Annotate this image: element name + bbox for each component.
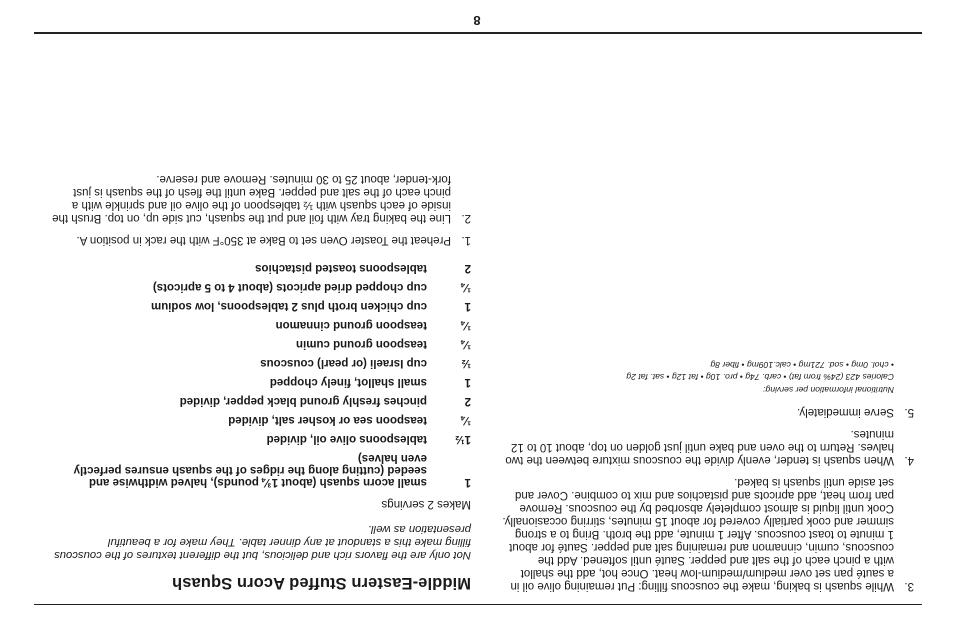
bottom-rule bbox=[34, 32, 922, 34]
ingredient-item-desc: teaspoon ground cumin bbox=[296, 338, 427, 350]
step-item-num: 4. bbox=[904, 454, 914, 466]
ingredient-item bbox=[51, 300, 471, 312]
ingredient-list bbox=[51, 262, 471, 488]
ingredient-item bbox=[51, 452, 471, 488]
ingredient-item-qty: ¼ bbox=[461, 414, 471, 426]
ingredient-item-qty: 1 bbox=[464, 300, 471, 312]
ingredient-item-qty: 1 bbox=[464, 476, 471, 488]
ingredient-item-qty: 1 bbox=[464, 376, 471, 388]
ingredient-item-desc: cup chicken broth plus 2 tablespoons, low sodium bbox=[150, 300, 427, 312]
step-item-num: 5. bbox=[904, 406, 914, 418]
ingredient-item-desc: small acorn squash (about 1¾ pounds), halved widthwise and seeded (cutting along the ridges of the squash ensures perfectly even halves) bbox=[73, 452, 427, 488]
step-item bbox=[502, 405, 914, 418]
ingredient-item bbox=[51, 262, 471, 274]
step-item-text: Serve immediately. bbox=[797, 406, 894, 418]
ingredient-item-desc: teaspoon sea or kosher salt, divided bbox=[228, 414, 427, 426]
ingredient-item-qty: ¼ bbox=[461, 319, 471, 331]
step-item-num: 2. bbox=[461, 212, 471, 224]
ingredient-item bbox=[51, 376, 471, 388]
ingredient-item bbox=[51, 281, 471, 293]
steps-left bbox=[502, 405, 914, 592]
ingredient-item-desc: small shallot, finely chopped bbox=[269, 376, 427, 388]
page-number: 8 bbox=[473, 13, 481, 28]
top-rule bbox=[34, 604, 922, 605]
recipe-title: Middle-Eastern Stuffed Acorn Squash bbox=[171, 574, 471, 592]
nutrition-line-1: Calories 423 (24% from fat) • carb. 74g • pro. 10g • fat 12g • sat. fat 2g bbox=[626, 372, 894, 383]
ingredient-item-desc: tablespoons olive oil, divided bbox=[266, 433, 427, 445]
ingredient-item-desc: tablespoons toasted pistachios bbox=[255, 262, 427, 274]
ingredient-item bbox=[51, 338, 471, 350]
step-item bbox=[502, 427, 914, 466]
ingredient-item bbox=[51, 414, 471, 426]
recipe-left-column bbox=[502, 359, 914, 593]
nutrition-info bbox=[502, 359, 894, 397]
step-item-text: Line the baking tray with foil and put the squash, cut side up, on top. Brush the inside of each squash with ½ tablespoon of the olive oil and sprinkle with a pinch each of the salt and pepper. Bake until the flesh of the squash is just fork-tender, about 25 to 30 minutes. Remove and reserve. bbox=[52, 173, 451, 224]
ingredient-item-qty: ¼ bbox=[461, 281, 471, 293]
ingredient-item-desc: teaspoon ground cinnamon bbox=[275, 319, 427, 331]
steps-right bbox=[51, 172, 471, 246]
ingredient-item-qty: ¼ bbox=[461, 338, 471, 350]
nutrition-line-2: • chol. 0mg • sod. 721mg • calc.109mg • fiber 8g bbox=[710, 360, 894, 370]
ingredient-item-qty: 2 bbox=[464, 262, 471, 274]
ingredient-item-desc: pinches freshly ground black pepper, divided bbox=[179, 395, 427, 407]
step-item-num: 3. bbox=[904, 580, 914, 592]
servings: Makes 2 servings bbox=[381, 498, 471, 510]
step-item-text: While squash is baking, make the couscous filling: Put remaining olive oil in a sauté pan set over medium/medium-low heat. Once hot, add the shallot with a pinch each of the salt and pepper. Sauté until softened. Add the couscous, cumin, cinnamon and remaining salt and pepper. Sauté for about 1 minute to toast couscous. After 1 minute, add the broth. Bring to a strong simmer and cook partially covered for about 15 minutes, stirring occasionally. Cook until liquid is almost completely absorbed by the couscous. Remove pan from heat, add apricots and pistachios and mix to combine. Cover and set aside until squash is baked. bbox=[502, 476, 894, 592]
recipe-intro: Not only are the flavors rich and delicious, but the different textures of the couscous filling make this a standout at any dinner table. They make for a beautiful presentation as well. bbox=[54, 523, 471, 561]
ingredient-item-desc: cup chopped dried apricots (about 4 to 5 apricots) bbox=[152, 281, 427, 293]
step-item-num: 1. bbox=[461, 234, 471, 246]
recipe-right-column bbox=[51, 163, 471, 592]
ingredient-item bbox=[51, 395, 471, 407]
ingredient-item-qty: ½ bbox=[461, 357, 471, 369]
ingredient-item-qty: 1½ bbox=[455, 433, 471, 445]
step-item bbox=[51, 172, 471, 224]
ingredient-item bbox=[51, 319, 471, 331]
nutrition-heading: Nutritional information per serving: bbox=[763, 385, 894, 395]
step-item-text: Preheat the Toaster Oven set to Bake at 350°F with the rack in position A. bbox=[76, 234, 451, 246]
ingredient-item bbox=[51, 357, 471, 369]
ingredient-item-desc: cup Israeli (or pearl) couscous bbox=[260, 357, 427, 369]
step-item-text: When squash is tender, evenly divide the couscous mixture between the two halves. Return to the oven and bake until just golden on top, about 10 to 12 minutes. bbox=[505, 428, 894, 466]
ingredient-item-qty: 2 bbox=[464, 395, 471, 407]
step-item bbox=[51, 233, 471, 246]
step-item bbox=[502, 475, 914, 592]
ingredient-item bbox=[51, 433, 471, 445]
